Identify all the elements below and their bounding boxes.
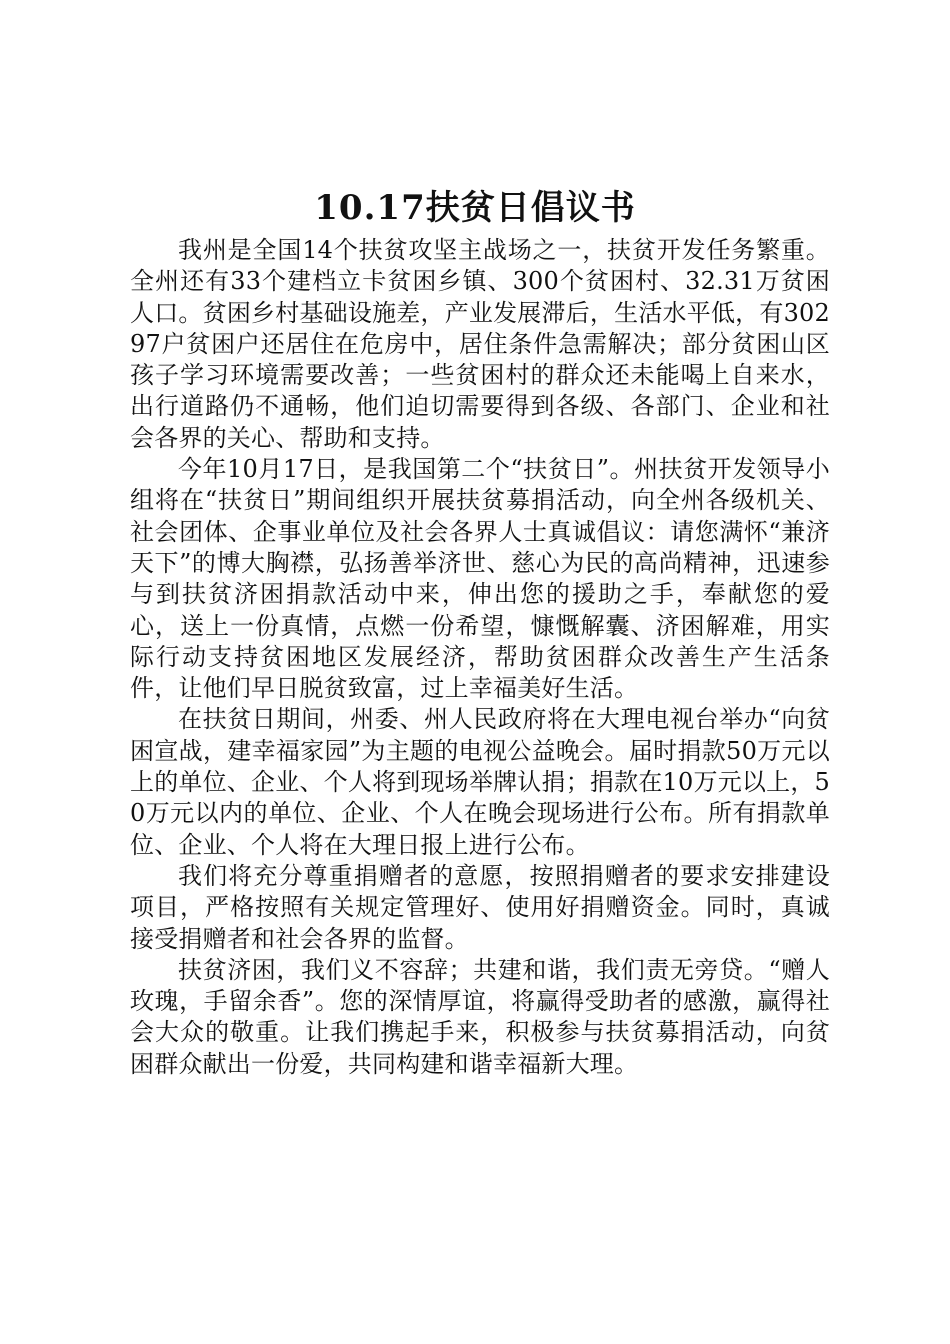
document-body [130,235,830,1080]
paragraph-closing: 扶贫济困，我们义不容辞；共建和谐，我们责无旁贷。“赠人玫瑰，手留余香”。您的深情厚谊，将赢得受助者的感激，赢得社会大众的敬重。让我们携起手来，积极参与扶贫募捐活动，向贫困群众献出一份爱，共同构建和谐幸福新大理。 [130,955,830,1078]
paragraph-donor-respect: 我们将充分尊重捐赠者的意愿，按照捐赠者的要求安排建设项目，严格按照有关规定管理好、使用好捐赠资金。同时，真诚接受捐赠者和社会各界的监督。 [130,861,830,953]
paragraph-situation: 我州是全国14个扶贫攻坚主战场之一，扶贫开发任务繁重。全州还有33个建档立卡贫困乡镇、300个贫困村、32.31万贫困人口。贫困乡村基础设施差，产业发展滞后，生活水平低，有30297户贫困户还居住在危房中，居住条件急需解决；部分贫困山区孩子学习环境需要改善；一些贫困村的群众还未能喝上自来水，出行道路仍不通畅，他们迫切需要得到各级、各部门、企业和社会各界的关心、帮助和支持。 [130,236,830,452]
document-title: 10.17扶贫日倡议书 [314,188,636,228]
paragraph-gala: 在扶贫日期间，州委、州人民政府将在大理电视台举办“向贫困宣战，建幸福家园”为主题的电视公益晚会。届时捐款50万元以上的单位、企业、个人将到现场举牌认捐；捐款在10万元以上，50万元以内的单位、企业、个人在晚会现场进行公布。所有捐款单位、企业、个人将在大理日报上进行公布。 [130,705,830,859]
paragraph-initiative: 今年10月17日，是我国第二个“扶贫日”。州扶贫开发领导小组将在“扶贫日”期间组织开展扶贫募捐活动，向全州各级机关、社会团体、企事业单位及社会各界人士真诚倡议：请您满怀“兼济天下”的博大胸襟，弘扬善举济世、慈心为民的高尚精神，迅速参与到扶贫济困捐款活动中来，伸出您的援助之手，奉献您的爱心，送上一份真情，点燃一份希望，慷慨解囊、济困解难，用实际行动支持贫困地区发展经济，帮助贫困群众改善生产生活条件，让他们早日脱贫致富，过上幸福美好生活。 [130,455,830,703]
